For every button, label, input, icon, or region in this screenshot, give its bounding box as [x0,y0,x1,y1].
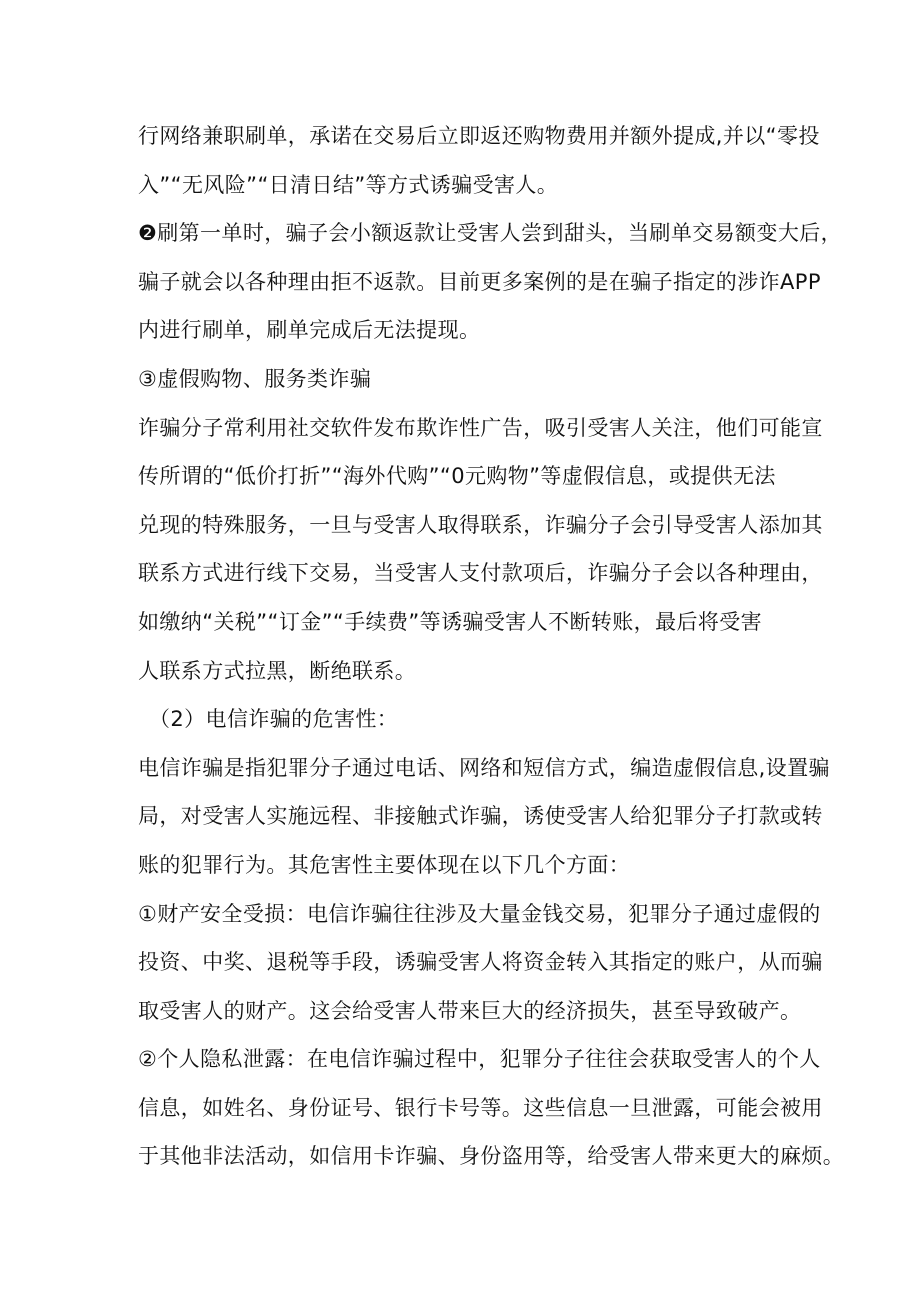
text-line: 内进行刷单，刷单完成后无法提现。 [138,318,481,343]
text-line: 于其他非法活动，如信用卡诈骗、身份盗用等，给受害人带来更大的麻烦。 [138,1144,845,1169]
text-line: 入”“无风险”“日清日结”等方式诱骗受害人。 [138,172,559,197]
text-line: 投资、中奖、退税等手段，诱骗受害人将资金转入其指定的账户，从而骗 [138,950,823,975]
text-line: 兑现的特殊服务，一旦与受害人取得联系，诈骗分子会引导受害人添加其 [138,512,823,537]
document-body [138,112,845,1181]
text-line: 信息，如姓名、身份证号、银行卡号等。这些信息一旦泄露，可能会被用 [138,1095,823,1120]
text-line: 联系方式进行线下交易，当受害人支付款项后，诈骗分子会以各种理由， [138,561,823,586]
text-line: 骗子就会以各种理由拒不返款。目前更多案例的是在骗子指定的涉诈APP [138,269,821,294]
text-line: 行网络兼职刷单，承诺在交易后立即返还购物费用并额外提成,并以“零投 [138,124,820,148]
text-line: 诈骗分子常利用社交软件发布欺诈性广告，吸引受害人关注，他们可能宣 [138,415,823,440]
text-line: 人联系方式拉黑，断绝联系。 [138,658,417,683]
text-line: 账的犯罪行为。其危害性主要体现在以下几个方面： [138,852,631,877]
text-line: ❷刷第一单时，骗子会小额返款让受害人尝到甜头，当刷单交易额变大后， [138,221,843,246]
text-line: 传所谓的“低价打折”“海外代购”“0元购物”等虚假信息，或提供无法 [138,464,776,489]
text-line: ②个人隐私泄露：在电信诈骗过程中，犯罪分子往往会获取受害人的个人 [138,1047,821,1072]
text-line: 取受害人的财产。这会给受害人带来巨大的经济损失，甚至导致破产。 [138,998,802,1023]
section-heading: ③虚假购物、服务类诈骗 [138,366,372,391]
text-line: 如缴纳“关税”“订金”“手续费”等诱骗受害人不断转账，最后将受害 [138,609,763,634]
section-heading: （2）电信诈骗的危害性： [149,707,399,732]
text-line: ①财产安全受损：电信诈骗往往涉及大量金钱交易，犯罪分子通过虚假的 [138,901,821,926]
text-line: 电信诈骗是指犯罪分子通过电话、网络和短信方式，编造虚假信息,设置骗 [138,755,830,780]
text-line: 局，对受害人实施远程、非接触式诈骗，诱使受害人给犯罪分子打款或转 [138,804,823,829]
